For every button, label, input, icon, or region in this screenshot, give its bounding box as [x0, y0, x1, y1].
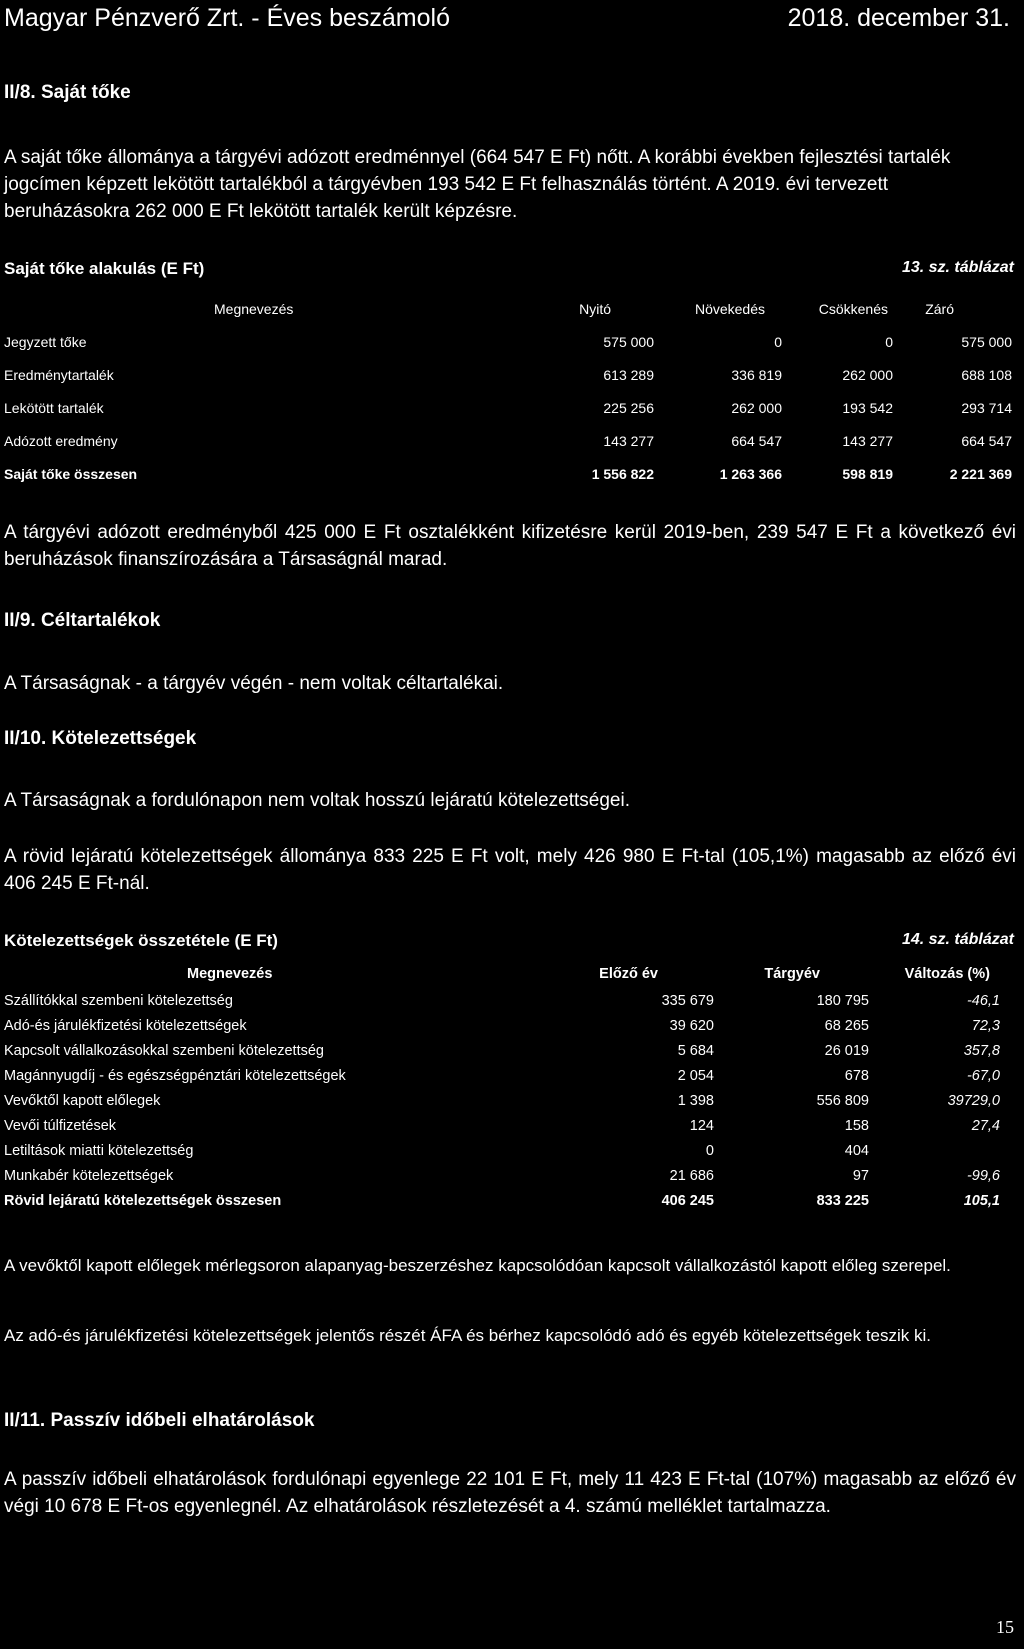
- row-label: Szállítókkal szembeni kötelezettség: [4, 993, 233, 1009]
- cell-current-year: 404: [844, 1143, 869, 1159]
- row-label: Saját tőke összesen: [4, 466, 138, 482]
- table-row: [0, 433, 1024, 453]
- liabilities-paragraph-1: A Társaságnak a fordulónapon nem voltak hosszú lejáratú kötelezettségei.: [4, 790, 630, 811]
- cell-current-year: 97: [852, 1168, 869, 1184]
- table-row: [0, 1068, 1024, 1088]
- cell-change: 72,3: [971, 1018, 1000, 1034]
- cell-increase: 664 547: [731, 433, 782, 449]
- cell-prior-year: 335 679: [661, 993, 714, 1009]
- col-header: Nyitó: [579, 301, 611, 317]
- section-heading-provisions: II/9. Céltartalékok: [4, 610, 161, 631]
- cell-decrease: 0: [885, 334, 893, 350]
- cell-change: -67,0: [966, 1068, 1000, 1084]
- row-label: Letiltások miatti kötelezettség: [4, 1143, 194, 1159]
- table-header-row: [0, 966, 1024, 986]
- cell-change: 27,4: [971, 1118, 1000, 1134]
- cell-opening: 225 256: [603, 400, 654, 416]
- row-label: Magánnyugdíj - és egészségpénztári kötelezettségek: [4, 1068, 346, 1084]
- table-row: [0, 1118, 1024, 1138]
- row-label: Kapcsolt vállalkozásokkal szembeni kötelezettség: [4, 1043, 324, 1059]
- cell-change: -99,6: [966, 1168, 1000, 1184]
- cell-change: 357,8: [963, 1043, 1000, 1059]
- cell-current-year: 68 265: [824, 1018, 869, 1034]
- cell-closing: 2 221 369: [949, 466, 1012, 482]
- table-row: [0, 367, 1024, 387]
- cell-closing: 575 000: [961, 334, 1012, 350]
- liabilities-paragraph-2: A rövid lejáratú kötelezettségek állománya 833 225 E Ft volt, mely 426 980 E Ft-tal (105,1%) magasabb az előző évi 406 245 E Ft-nál.: [4, 846, 1016, 894]
- table-row: [0, 1168, 1024, 1188]
- table-row: [0, 1093, 1024, 1113]
- cell-decrease: 143 277: [842, 433, 893, 449]
- col-header: Záró: [925, 301, 954, 317]
- cell-prior-year: 0: [705, 1143, 714, 1159]
- deferred-paragraph: A passzív időbeli elhatárolások fordulónapi egyenlege 22 101 E Ft, mely 11 423 E Ft-tal (107%) magasabb az előző év végi 10 678 E Ft-os egyenlegnél. Az elhatárolások részletezését a 4. számú melléklet tartalmazza.: [4, 1469, 1016, 1517]
- col-header: Növekedés: [694, 301, 765, 317]
- table-row: [0, 1143, 1024, 1163]
- tax-liabilities-paragraph: Az adó-és járulékfizetési kötelezettségek jelentős részét ÁFA és bérhez kapcsolódó adó és egyéb kötelezettségek teszik ki.: [4, 1326, 932, 1345]
- advances-paragraph: A vevőktől kapott előlegek mérlegsoron alapanyag-beszerzéshez kapcsolódóan kapcsolt vállalkozástól kapott előleg szerepel.: [4, 1256, 951, 1275]
- row-label: Jegyzett tőke: [4, 334, 87, 350]
- cell-opening: 143 277: [603, 433, 654, 449]
- liabilities-table-ref: 14. sz. táblázat: [901, 931, 1014, 948]
- table-total-row: [0, 1193, 1024, 1213]
- row-label: Vevőktől kapott előlegek: [4, 1093, 161, 1109]
- col-header: Megnevezés: [187, 966, 273, 982]
- cell-prior-year: 39 620: [669, 1018, 714, 1034]
- cell-decrease: 262 000: [842, 367, 893, 383]
- cell-closing: 664 547: [961, 433, 1012, 449]
- col-header: Előző év: [599, 966, 658, 982]
- document-header-date: 2018. december 31.: [787, 4, 1010, 32]
- row-label: Munkabér kötelezettségek: [4, 1168, 174, 1184]
- equity-paragraph: A saját tőke állománya a tárgyévi adózott eredménnyel (664 547 E Ft) nőtt. A korábbi években fejlesztési tartalék jogcímen képzett lekötött tartalékból a tárgyévben 193 542 E Ft felhasználás történt. A 2019. évi tervezett beruházásokra 262 000 E Ft lekötött tartalék került képzésre.: [4, 147, 951, 222]
- table-row: [0, 993, 1024, 1013]
- liabilities-table-title: Kötelezettségek összetétele (E Ft): [4, 931, 278, 950]
- col-header: Csökkenés: [818, 301, 888, 317]
- cell-current-year: 180 795: [816, 993, 869, 1009]
- row-label: Lekötött tartalék: [4, 400, 104, 416]
- cell-opening: 1 556 822: [591, 466, 654, 482]
- cell-change: 105,1: [963, 1193, 1000, 1209]
- section-heading-equity: II/8. Saját tőke: [4, 82, 131, 103]
- cell-change: 39729,0: [947, 1093, 1000, 1109]
- dividend-paragraph: A tárgyévi adózott eredményből 425 000 E Ft osztalékként kifizetésre kerül 2019-ben, 239 547 E Ft a következő évi beruházások finanszírozására a Társaságnál marad.: [4, 522, 1016, 570]
- row-label: Adó-és járulékfizetési kötelezettségek: [4, 1018, 247, 1034]
- cell-change: -46,1: [966, 993, 1000, 1009]
- table-row: [0, 400, 1024, 420]
- equity-table-title: Saját tőke alakulás (E Ft): [4, 259, 205, 278]
- cell-opening: 575 000: [603, 334, 654, 350]
- document-header-title: Magyar Pénzverő Zrt. - Éves beszámoló: [4, 4, 450, 32]
- cell-prior-year: 1 398: [677, 1093, 714, 1109]
- cell-current-year: 678: [844, 1068, 869, 1084]
- cell-current-year: 26 019: [824, 1043, 869, 1059]
- cell-prior-year: 124: [689, 1118, 714, 1134]
- cell-increase: 262 000: [731, 400, 782, 416]
- cell-closing: 293 714: [961, 400, 1012, 416]
- cell-closing: 688 108: [961, 367, 1012, 383]
- cell-increase: 0: [774, 334, 782, 350]
- col-header: Megnevezés: [214, 301, 294, 317]
- table-total-row: [0, 466, 1024, 486]
- cell-opening: 613 289: [603, 367, 654, 383]
- cell-increase: 336 819: [731, 367, 782, 383]
- cell-prior-year: 21 686: [669, 1168, 714, 1184]
- cell-prior-year: 5 684: [677, 1043, 714, 1059]
- cell-current-year: 556 809: [816, 1093, 869, 1109]
- col-header: Tárgyév: [764, 966, 820, 982]
- table-row: [0, 1018, 1024, 1038]
- row-label: Adózott eredmény: [4, 433, 118, 449]
- page-number: 15: [996, 1617, 1014, 1637]
- cell-current-year: 833 225: [816, 1193, 869, 1209]
- col-header: Változás (%): [904, 966, 990, 982]
- cell-decrease: 193 542: [842, 400, 893, 416]
- section-heading-deferred: II/11. Passzív időbeli elhatárolások: [4, 1410, 315, 1431]
- section-heading-liabilities: II/10. Kötelezettségek: [4, 728, 197, 749]
- row-label: Rövid lejáratú kötelezettségek összesen: [4, 1193, 282, 1209]
- cell-prior-year: 406 245: [661, 1193, 714, 1209]
- table-row: [0, 334, 1024, 354]
- cell-prior-year: 2 054: [677, 1068, 714, 1084]
- cell-current-year: 158: [844, 1118, 869, 1134]
- equity-table-ref: 13. sz. táblázat: [901, 259, 1014, 276]
- provisions-paragraph: A Társaságnak - a tárgyév végén - nem voltak céltartalékai.: [4, 673, 504, 694]
- cell-decrease: 598 819: [842, 466, 893, 482]
- cell-increase: 1 263 366: [719, 466, 782, 482]
- row-label: Vevői túlfizetések: [4, 1118, 117, 1134]
- table-header-row: [0, 301, 1024, 321]
- row-label: Eredménytartalék: [4, 367, 114, 383]
- table-row: [0, 1043, 1024, 1063]
